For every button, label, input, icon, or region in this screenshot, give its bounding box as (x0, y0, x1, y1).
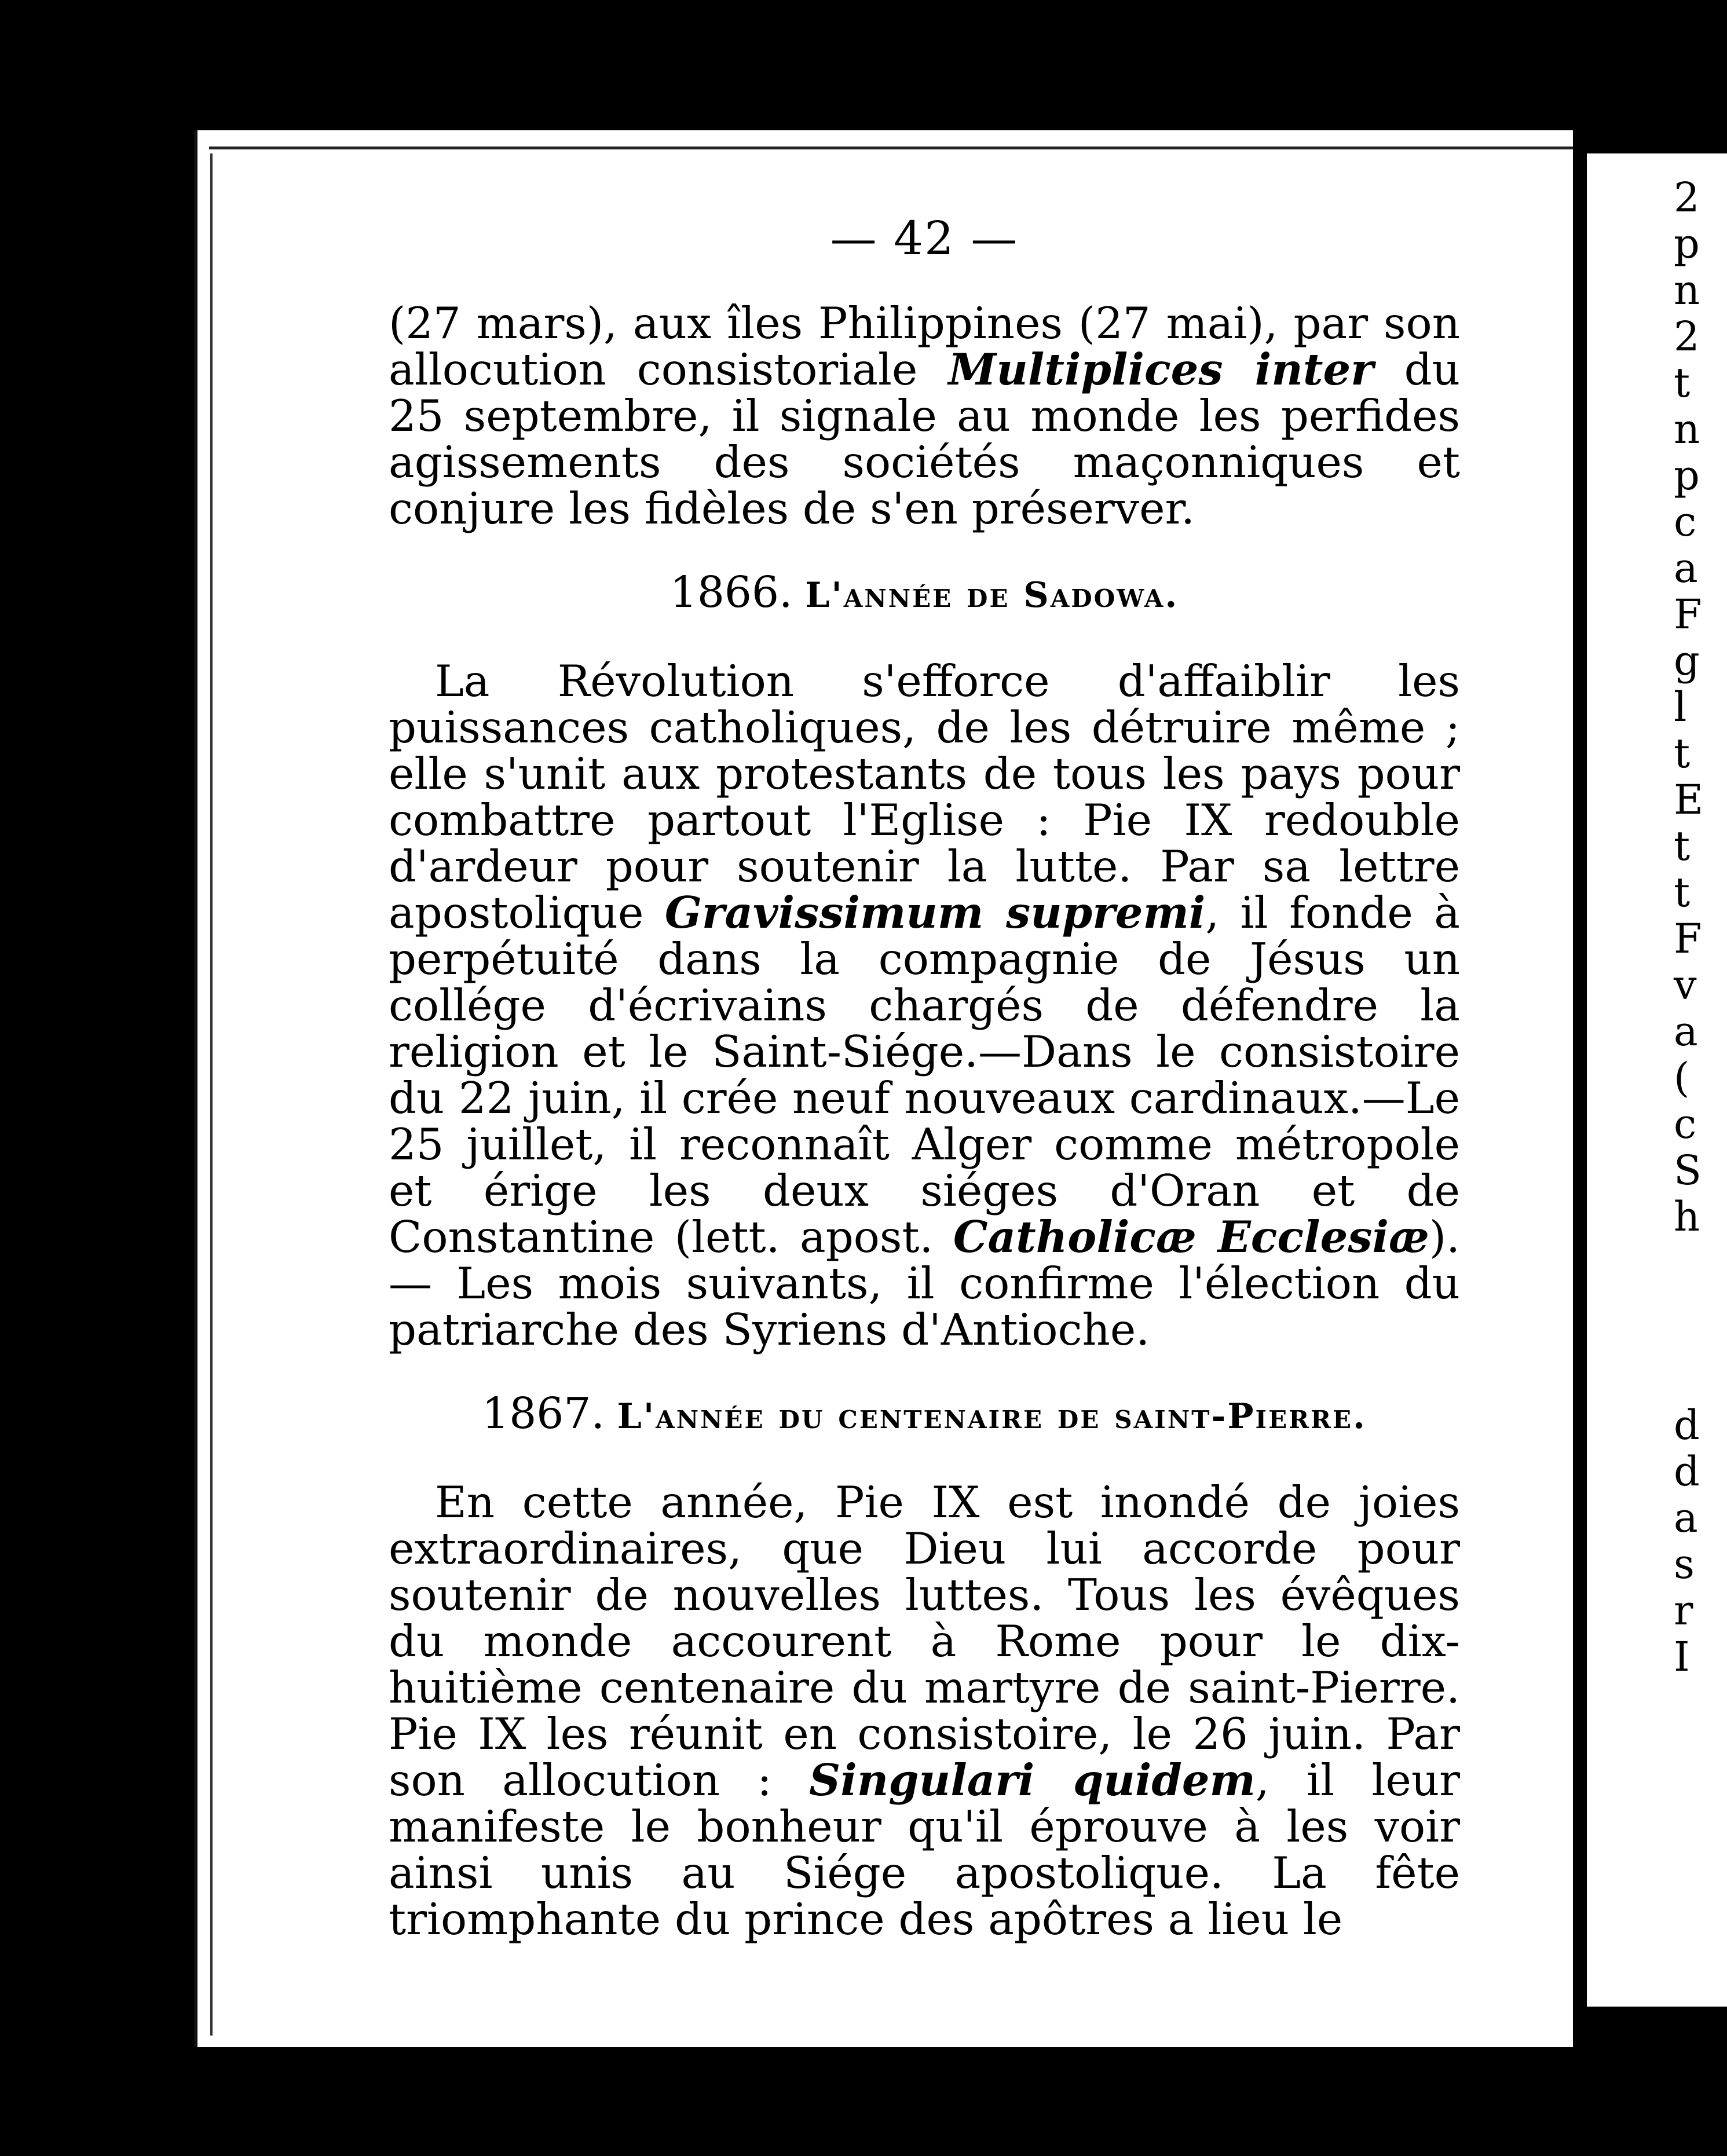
heading-1866-title: L'année de Sadowa. (805, 575, 1179, 616)
facing-page-fragment: S (1674, 1147, 1702, 1194)
p1-end: du 25 septembre, il signale au monde les perfides agissements des sociétés maçonniques et conjure les fidèles de s'en préserver. (389, 344, 1460, 534)
paragraph-continued (389, 300, 1460, 532)
p2-italic-1: Gravissimum supremi (664, 887, 1206, 938)
facing-page-fragment: 2 (1674, 313, 1700, 360)
facing-page-fragment: I (1674, 1633, 1690, 1681)
facing-page-fragment: t (1674, 359, 1691, 407)
facing-page-fragment: p (1674, 452, 1700, 499)
facing-page-fragment: g (1674, 637, 1700, 684)
facing-page-fragment: n (1674, 266, 1700, 314)
page-top-edge (209, 147, 1573, 149)
facing-page-fragment: d (1674, 1448, 1700, 1495)
facing-page-edge (1587, 153, 1727, 2007)
heading-1867-title: L'année du centenaire de saint-Pierre. (617, 1396, 1367, 1437)
paragraph-1866 (389, 658, 1460, 1353)
page-gutter-edge (210, 153, 213, 2036)
facing-page-fragment: n (1674, 405, 1700, 453)
heading-1867-year: 1867. (482, 1389, 605, 1438)
facing-page-fragment: v (1674, 961, 1697, 1009)
facing-page-fragment: a (1674, 1008, 1698, 1055)
p2-italic-2: Catholicæ Ecclesiæ (953, 1211, 1429, 1262)
facing-page-fragment: a (1674, 544, 1698, 592)
p2-end: ).— Les mois suivants, il confirme l'élection du patriarche des Syriens d'Antioche. (389, 1211, 1461, 1355)
p2-start: La Révolution s'efforce d'affaiblir les puissances catholiques, de les détruire même ; elle s'unit aux protestants de tous les pays pour combattre partout l'Eglise : Pie IX redouble d'ardeur pour soutenir la lutte. Par sa lettre apostolique (389, 656, 1460, 938)
facing-page-fragment: F (1674, 915, 1702, 962)
facing-page-fragment: p (1674, 220, 1700, 268)
heading-1866 (389, 568, 1460, 617)
p1-text: (27 mars), aux îles Philippines (27 mai), par son allocution consistoriale (389, 298, 1460, 395)
facing-page-fragment: ( (1674, 1054, 1690, 1101)
facing-page-fragment: l (1674, 683, 1687, 731)
page-text (389, 211, 1461, 1945)
heading-1866-year: 1866. (669, 568, 793, 617)
facing-page-fragment: c (1674, 498, 1697, 546)
facing-page-fragment: E (1674, 776, 1704, 823)
p3-italic: Singulari quidem (809, 1755, 1256, 1806)
facing-page-fragment: c (1674, 1100, 1697, 1148)
facing-page-fragment: t (1674, 869, 1691, 916)
facing-page-fragment: t (1674, 730, 1691, 777)
paragraph-1867 (389, 1477, 1460, 1945)
facing-page-fragment: F (1674, 591, 1702, 638)
page-number: — 42 — (830, 211, 1019, 265)
heading-1867 (389, 1389, 1460, 1438)
facing-page-fragment: d (1674, 1401, 1700, 1449)
p3-start: En cette année, Pie IX est inondé de joies extraordinaires, que Dieu lui accorde pour soutenir de nouvelles luttes. Tous les évêques du monde accourent à Rome pour le dix-huitième centenaire du martyre de saint-Pierre. Pie IX les réunit en consistoire, le 26 juin. Par son allocution : (389, 1477, 1460, 1806)
p2-mid: , il fonde à perpétuité dans la compagnie de Jésus un collége d'écrivains chargés de défendre la religion et le Saint-Siége.—Dans le consistoire du 22 juin, il crée neuf nouveaux cardinaux.—Le 25 juillet, il reconnaît Alger comme métropole et érige les deux siéges d'Oran et de Constantine (lett. apost. (389, 887, 1460, 1262)
facing-page-fragment: 2 (1674, 174, 1700, 221)
p1-italic: Multiplices inter (948, 344, 1374, 395)
facing-page-fragment: a (1674, 1494, 1698, 1542)
facing-page-fragment: s (1674, 1540, 1695, 1588)
p3-end: , il leur manifeste le bonheur qu'il éprouve à les voir ainsi unis au Siége apostolique. La fête triomphante du prince des apôtres a lieu le (389, 1755, 1460, 1945)
facing-page-fragment: t (1674, 822, 1691, 870)
facing-page-fragment: h (1674, 1193, 1700, 1240)
book-page (194, 130, 1573, 2047)
facing-page-fragment: r (1674, 1587, 1693, 1634)
